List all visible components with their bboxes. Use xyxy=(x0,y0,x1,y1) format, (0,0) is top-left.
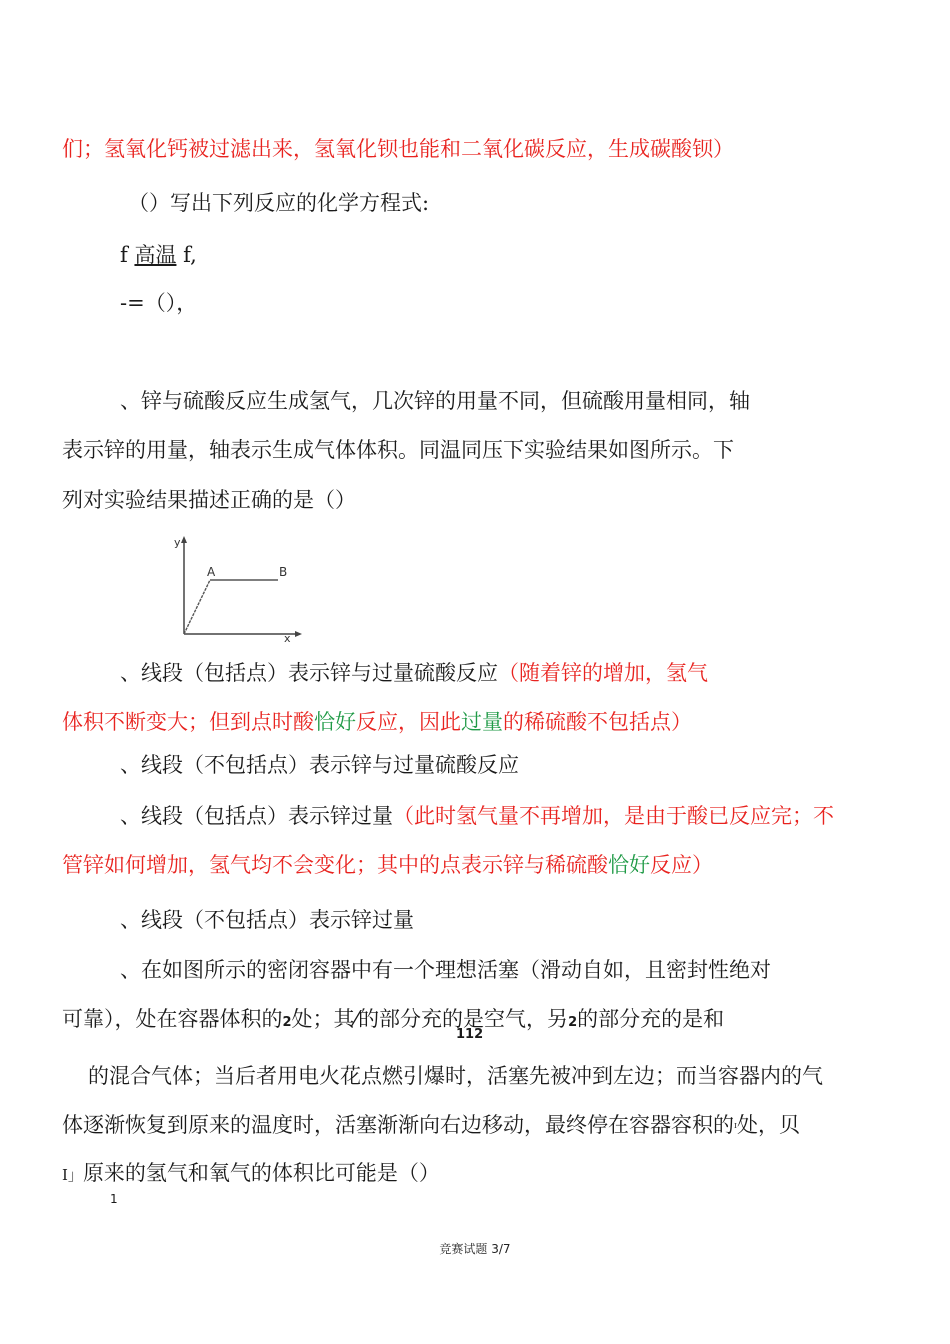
answer-line-1: 们；氢氧化钙被过滤出来，氢氧化钡也能和二氧化碳反应，生成碳酸钡） xyxy=(62,137,734,161)
problem-piston-line-5: I」原来的氢气和氧气的体积比可能是（） xyxy=(62,1161,440,1185)
y-label: y xyxy=(174,536,181,549)
option-d-line: 、线段（不包括点）表示锌过量 xyxy=(120,908,414,932)
x-label: x xyxy=(284,632,291,645)
problem-piston-line-2: 可靠），处在容器体积的2处；其⁄的部分充的是空气，另2的部分充的是和 xyxy=(62,1007,725,1031)
point-a-label: A xyxy=(207,565,216,579)
problem-zinc-line-2: 表示锌的用量，轴表示生成气体体积。同温同压下实验结果如图所示。下 xyxy=(62,438,734,462)
option-a-line: 、线段（包括点）表示锌与过量硫酸反应（随着锌的增加，氢气 xyxy=(120,661,708,685)
x-axis-arrow-icon xyxy=(295,631,302,637)
problem-piston-line-3: 的混合气体；当后者用电火花点燃引爆时，活塞先被冲到左边；而当容器内的气 xyxy=(88,1064,823,1088)
equation-line-1: f 高温 f, xyxy=(120,243,197,267)
problem-zinc-line-1: 、锌与硫酸反应生成氢气，几次锌的用量不同，但硫酸用量相同，轴 xyxy=(120,389,750,413)
option-c-note: （此时氢气量不再增加，是由于酸已反应完；不 xyxy=(393,804,834,828)
stray-digit: 1 xyxy=(110,1192,118,1206)
page-footer: 竞赛试题 3/7 xyxy=(439,1242,511,1256)
option-c-line: 、线段（包括点）表示锌过量（此时氢气量不再增加，是由于酸已反应完；不 xyxy=(120,804,834,828)
option-b-line: 、线段（不包括点）表示锌与过量硫酸反应 xyxy=(120,753,519,777)
equation-line-2: -=（）， xyxy=(120,291,198,315)
condition-high-temp: 高温 xyxy=(134,243,177,267)
question-line: （）写出下列反应的化学方程式: xyxy=(128,191,430,215)
problem-zinc-line-3: 列对实验结果描述正确的是（） xyxy=(62,488,356,512)
option-a-note: （随着锌的增加，氢气 xyxy=(498,661,708,685)
y-axis-arrow-icon xyxy=(181,536,187,543)
fraction-denominators: 112 xyxy=(456,1027,484,1042)
option-a-note-line-2: 体积不断变大；但到点时酸恰好反应，因此过量的稀硫酸不包括点） xyxy=(62,710,692,734)
problem-piston-line-1: 、在如图所示的密闭容器中有一个理想活塞（滑动自如，且密封性绝对 xyxy=(120,958,771,982)
zinc-hydrogen-graph xyxy=(160,530,310,645)
point-b-label: B xyxy=(279,565,288,579)
segment-oa xyxy=(184,580,210,634)
option-c-note-line-2: 管锌如何增加，氢气均不会变化；其中的点表示锌与稀硫酸恰好反应） xyxy=(62,853,713,877)
problem-piston-line-4: 体逐渐恢复到原来的温度时，活塞渐渐向右边移动，最终停在容器容积的ᴵ处，贝 xyxy=(62,1113,800,1137)
